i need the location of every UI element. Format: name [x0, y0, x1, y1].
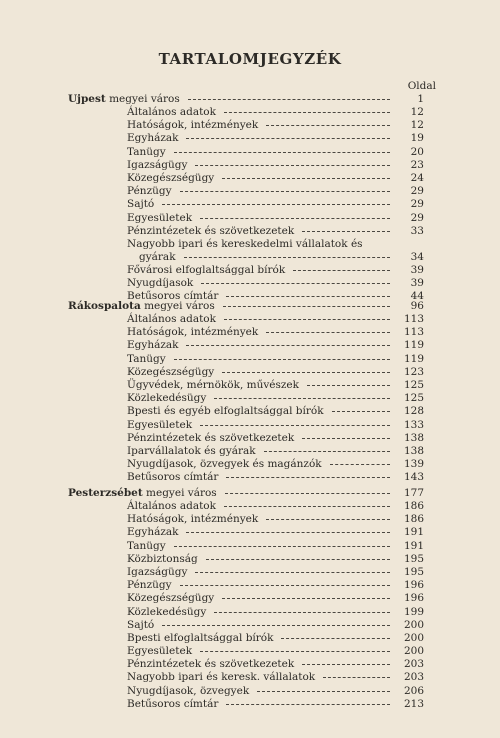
toc-section-rákospalota — [0, 300, 500, 484]
entry-label: Közlekedésügy — [127, 392, 207, 405]
toc-entry — [0, 405, 500, 418]
leader-line — [226, 477, 390, 478]
toc-entry — [0, 432, 500, 445]
entry-label: Nagyobb ipari és kereskedelmi vállalatok és — [127, 237, 363, 250]
page-number: 195 — [403, 565, 424, 578]
leader-line — [226, 704, 390, 705]
leader-line — [293, 270, 390, 271]
toc-entry — [0, 553, 500, 566]
toc-entry — [0, 339, 500, 352]
entry-label: Iparvállalatok és gyárak — [127, 444, 256, 457]
leader-line — [174, 152, 390, 153]
toc-entry — [0, 685, 500, 698]
page-number: 139 — [403, 458, 424, 471]
toc-entry — [0, 198, 500, 211]
page-number: 39 — [410, 263, 424, 276]
toc-entry — [0, 579, 500, 592]
page-number: 29 — [410, 211, 424, 224]
leader-line — [174, 546, 390, 547]
page-number: 44 — [410, 289, 424, 302]
toc-entry — [0, 353, 500, 366]
page-number: 200 — [403, 631, 424, 644]
toc-entry — [0, 606, 500, 619]
page-number: 29 — [410, 198, 424, 211]
entry-label: Egyházak — [127, 132, 179, 145]
entry-label: Sajtó — [127, 618, 155, 631]
toc-entry — [0, 146, 500, 159]
leader-line — [162, 204, 390, 205]
section-heading — [0, 487, 500, 500]
leader-line — [222, 598, 390, 599]
toc-entry — [0, 379, 500, 392]
leader-line — [257, 691, 390, 692]
entry-label: Általános adatok — [127, 313, 216, 325]
page-number: 200 — [403, 645, 424, 658]
leader-line — [162, 625, 390, 626]
page-number: 196 — [403, 579, 424, 592]
page-number: 96 — [410, 300, 424, 312]
page-number: 203 — [403, 671, 424, 684]
page-number: 138 — [403, 431, 424, 444]
page-number: 39 — [410, 276, 424, 289]
toc-entry — [0, 671, 500, 684]
leader-line — [222, 178, 390, 179]
leader-line — [266, 125, 390, 126]
toc-entry — [0, 419, 500, 432]
page-number: 177 — [403, 487, 424, 499]
toc-entry — [0, 445, 500, 458]
toc-entry — [0, 106, 500, 119]
entry-label: Hatóságok, intézmények — [127, 513, 259, 526]
toc-section-ujpest — [0, 93, 500, 303]
entry-label: Ügyvédek, mérnökök, művészek — [127, 378, 299, 391]
page-number: 191 — [403, 526, 424, 539]
toc-entry — [0, 458, 500, 471]
entry-label: Egyházak — [127, 339, 179, 352]
page-number: 12 — [410, 119, 424, 132]
entry-label: Igazságügy — [127, 565, 188, 578]
page-number: 123 — [403, 365, 424, 378]
city-suffix: megyei város — [105, 93, 180, 105]
toc-entry — [0, 185, 500, 198]
toc-entry — [0, 698, 500, 711]
toc-entry — [0, 251, 500, 264]
toc-entry — [0, 566, 500, 579]
toc-entry — [0, 526, 500, 539]
entry-label: Nyugdíjasok, özvegyek és magánzók — [127, 458, 322, 471]
leader-line — [184, 257, 390, 258]
entry-label: Közegészségügy — [127, 171, 215, 184]
leader-line — [174, 359, 390, 360]
page-number: 34 — [410, 251, 424, 264]
leader-line — [188, 99, 390, 100]
city-name: Rákospalota — [68, 300, 141, 312]
page-number: 196 — [403, 592, 424, 605]
toc-entry — [0, 119, 500, 132]
toc-entry — [0, 658, 500, 671]
entry-label: Bpesti elfoglaltsággal bírók — [127, 631, 274, 644]
leader-line — [180, 191, 390, 192]
page-number: 203 — [403, 658, 424, 671]
entry-label: Nyugdíjasok, özvegyek — [127, 684, 250, 697]
page-number: 125 — [403, 392, 424, 405]
toc-entry — [0, 540, 500, 553]
page-number: 20 — [410, 145, 424, 158]
leader-line — [224, 112, 390, 113]
leader-line — [332, 411, 390, 412]
city-suffix: megyei város — [142, 487, 217, 499]
entry-label: Bpesti és egyéb elfoglaltsággal bírók — [127, 405, 324, 418]
entry-label: Egyesületek — [127, 211, 193, 224]
leader-line — [264, 451, 390, 452]
entry-label: Pénzügy — [127, 185, 172, 198]
entry-label: Pénzintézetek és szövetkezetek — [127, 658, 295, 671]
page-number: 186 — [403, 500, 424, 512]
page-number: 125 — [403, 378, 424, 391]
leader-line — [225, 493, 390, 494]
page-number: 138 — [403, 444, 424, 457]
section-title — [68, 487, 217, 500]
leader-line — [222, 372, 390, 373]
entry-label: Betűsoros címtár — [127, 289, 219, 302]
toc-entry — [0, 592, 500, 605]
leader-line — [323, 677, 390, 678]
toc-entry — [0, 500, 500, 513]
leader-line — [200, 651, 390, 652]
toc-section-pesterzsébet — [0, 487, 500, 711]
leader-line — [200, 425, 390, 426]
entry-label: Tanügy — [127, 539, 166, 552]
toc-entry — [0, 632, 500, 645]
entry-label: Közegészségügy — [127, 592, 215, 605]
toc-entry — [0, 326, 500, 339]
entry-label: Egyesületek — [127, 418, 193, 431]
leader-line — [201, 283, 390, 284]
leader-line — [195, 572, 390, 573]
leader-line — [200, 218, 390, 219]
city-name: Ujpest — [68, 93, 106, 105]
page-number: 186 — [403, 513, 424, 526]
leader-line — [226, 296, 390, 297]
page-number: 199 — [403, 605, 424, 618]
toc-entry — [0, 225, 500, 238]
page-number: 24 — [410, 171, 424, 184]
toc-entry — [0, 238, 500, 251]
page-number: 12 — [410, 106, 424, 118]
leader-line — [302, 231, 390, 232]
page-number: 206 — [403, 684, 424, 697]
toc-entry — [0, 366, 500, 379]
leader-line — [307, 385, 390, 386]
leader-line — [180, 585, 390, 586]
entry-label: Közbiztonság — [127, 552, 198, 565]
page-number: 23 — [410, 158, 424, 171]
toc-entry — [0, 132, 500, 145]
entry-label: Pénzintézetek és szövetkezetek — [127, 224, 295, 237]
page-number: 113 — [403, 326, 424, 339]
section-title — [68, 93, 180, 106]
leader-line — [302, 664, 390, 665]
section-heading — [0, 93, 500, 106]
toc-entry — [0, 159, 500, 172]
toc-entry — [0, 264, 500, 277]
entry-label: Pénzintézetek és szövetkezetek — [127, 431, 295, 444]
leader-line — [214, 398, 390, 399]
page-number: 200 — [403, 618, 424, 631]
entry-label: Betűsoros címtár — [127, 471, 219, 484]
entry-label: Egyházak — [127, 526, 179, 539]
page-number: 29 — [410, 185, 424, 198]
entry-label: Közegészségügy — [127, 365, 215, 378]
section-title — [68, 300, 215, 313]
page-number: 128 — [403, 405, 424, 418]
toc-entry — [0, 619, 500, 632]
entry-label: Hatóságok, intézmények — [127, 119, 259, 132]
leader-line — [224, 506, 390, 507]
entry-label: Tanügy — [127, 352, 166, 365]
leader-line — [186, 345, 390, 346]
toc-entry — [0, 471, 500, 484]
leader-line — [302, 438, 390, 439]
page-number: 143 — [403, 471, 424, 484]
page-number: 1 — [417, 93, 424, 105]
toc-entry — [0, 392, 500, 405]
entry-label: Tanügy — [127, 145, 166, 158]
entry-label: Pénzügy — [127, 579, 172, 592]
leader-line — [206, 559, 390, 560]
entry-label: Közlekedésügy — [127, 605, 207, 618]
city-name: Pesterzsébet — [68, 487, 143, 499]
leader-line — [266, 332, 390, 333]
entry-label: Általános adatok — [127, 106, 216, 118]
entry-label: Egyesületek — [127, 645, 193, 658]
leader-line — [266, 519, 390, 520]
page-number: 33 — [410, 224, 424, 237]
leader-line — [195, 165, 390, 166]
leader-line — [224, 319, 390, 320]
leader-line — [330, 464, 390, 465]
entry-label: Hatóságok, intézmények — [127, 326, 259, 339]
page-number: 195 — [403, 552, 424, 565]
page-number: 113 — [403, 313, 424, 325]
page-number: 213 — [403, 697, 424, 710]
page-column-header: Oldal — [407, 80, 436, 92]
leader-line — [281, 638, 390, 639]
entry-label: Nyugdíjasok — [127, 276, 194, 289]
city-suffix: megyei város — [140, 300, 215, 312]
toc-entry — [0, 277, 500, 290]
entry-label: Sajtó — [127, 198, 155, 211]
toc-entry — [0, 513, 500, 526]
entry-label: Általános adatok — [127, 500, 216, 512]
page-number: 133 — [403, 418, 424, 431]
entry-label: Betűsoros címtár — [127, 697, 219, 710]
leader-line — [186, 138, 390, 139]
toc-entry — [0, 313, 500, 326]
entry-label: Fővárosi elfoglaltsággal bírók — [127, 263, 286, 276]
entry-label: Nagyobb ipari és keresk. vállalatok — [127, 671, 316, 684]
leader-line — [223, 306, 390, 307]
page-title: TARTALOMJEGYZÉK — [158, 50, 342, 68]
leader-line — [214, 612, 390, 613]
page-number: 191 — [403, 539, 424, 552]
toc-entry — [0, 172, 500, 185]
leader-line — [186, 532, 390, 533]
toc-entry — [0, 645, 500, 658]
section-heading — [0, 300, 500, 313]
entry-label: Igazságügy — [127, 158, 188, 171]
page-number: 119 — [403, 339, 424, 352]
toc-entry — [0, 212, 500, 225]
entry-label: gyárak — [139, 251, 176, 264]
page-number: 119 — [403, 352, 424, 365]
page-number: 19 — [410, 132, 424, 145]
